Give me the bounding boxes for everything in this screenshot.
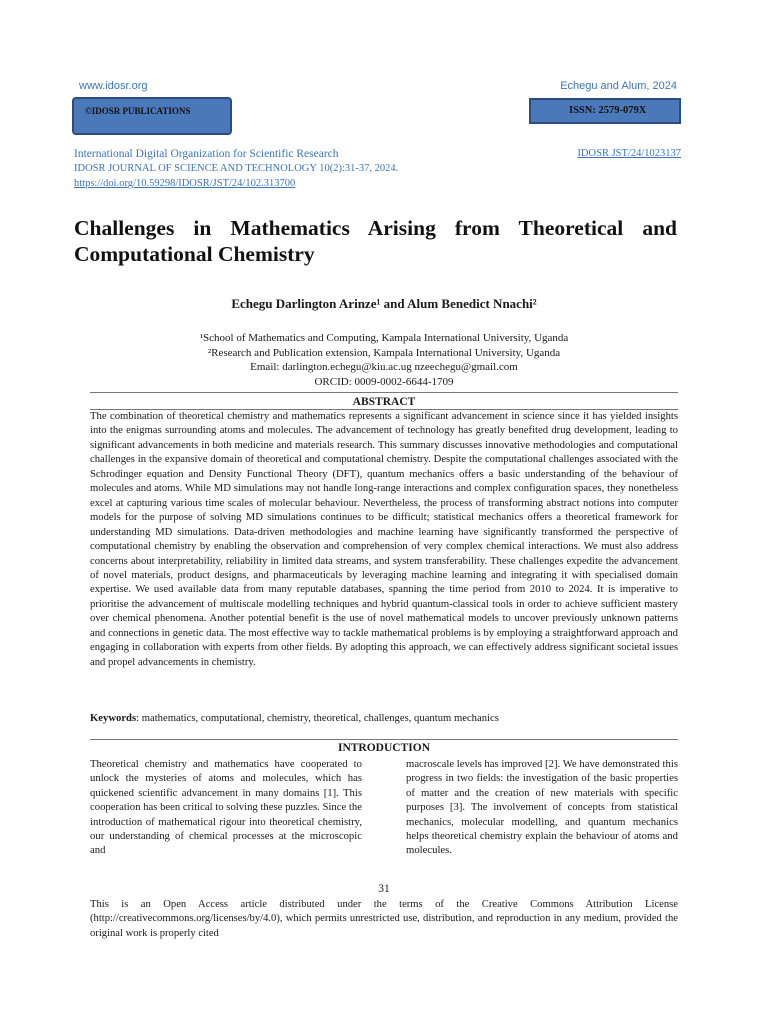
introduction-divider <box>90 739 678 740</box>
email-line[interactable]: Email: darlington.echegu@kiu.ac.ug nzeechegu@gmail.com <box>250 361 518 373</box>
license-notice: This is an Open Access article distributed under the terms of the Creative Commons Attribution License (http://creativecommons.org/licenses/by/4.0), which permits unrestricted use, distribution, and reproduction in any medium, provided the original work is properly cited <box>90 899 678 939</box>
keywords-label: Keywords <box>90 713 137 724</box>
introduction-column-left: Theoretical chemistry and mathematics have cooperated to unlock the mysteries of atoms and molecules, which has quickened scientific advancement in many domains [1]. This cooperation has been critical to solving these puzzles. Since the introduction of mathematical rigour into theoretical chemistry, our understanding of chemical processes at the microscopic and <box>90 758 362 857</box>
keywords-line <box>90 713 678 724</box>
abstract-heading: ABSTRACT <box>352 396 416 408</box>
affiliation-2: ²Research and Publication extension, Kampala International University, Uganda <box>207 346 561 359</box>
site-url-link[interactable]: www.idosr.org <box>79 80 148 92</box>
page-number: 31 <box>378 883 390 895</box>
keywords-list: : mathematics, computational, chemistry, theoretical, challenges, quantum mechanics <box>136 713 499 724</box>
article-id-link[interactable]: IDOSR JST/24/1023137 <box>577 148 681 159</box>
author-line: Echegu Darlington Arinze¹ and Alum Benedict Nnachi² <box>231 296 537 311</box>
article-title: Challenges in Mathematics Arising from Theoretical and Computational Chemistry <box>74 216 677 266</box>
org-name-link[interactable]: International Digital Organization for Scientific Research <box>74 148 339 160</box>
introduction-heading: INTRODUCTION <box>337 742 430 754</box>
issn-box: ISSN: 2579-079X <box>529 98 681 124</box>
affiliation-block <box>74 331 694 389</box>
publisher-box: ©IDOSR PUBLICATIONS <box>72 97 232 135</box>
journal-citation: IDOSR JOURNAL OF SCIENCE AND TECHNOLOGY 10(2):31-37, 2024. <box>74 163 399 174</box>
orcid-line: ORCID: 0009-0002-6644-1709 <box>314 375 454 388</box>
running-head: Echegu and Alum, 2024 <box>560 80 677 92</box>
doi-link[interactable]: https://doi.org/10.59298/IDOSR/JST/24/102.313700 <box>74 178 296 189</box>
affiliation-1: ¹School of Mathematics and Computing, Kampala International University, Uganda <box>199 332 569 344</box>
abstract-body: The combination of theoretical chemistry and mathematics represents a significant advancement in science since it has yielded insights into the enigmas surrounding atoms and molecules. The advancement of technology has greatly benefited drug development, leading to significant advancements in both medicine and materials research. This summary discusses innovative methodologies and computational challenges in the expansive domain of theoretical and computational chemistry. Despite the computational challenges associated with the Schrodinger equation and Density Functional Theory (DFT), quantum mechanics offers a basic understanding of the behaviour of molecules and atoms. While MD simulations may not handle long-range interactions and complex configuration spaces, they nonetheless excel at capturing various time scales of molecular behaviour. Nevertheless, the process of transforming abstract notions into computer models for the purpose of solving MD simulations continues to be difficult; statistical mechanics offers a theoretical framework for understanding MD simulations. Data-driven methodologies and machine learning have significantly transformed the perspective of computational chemistry by enabling the observation and comprehension of very complex chemical interactions. We must also address concerns about interpretability, reliability in limited data streams, and system transferability. These challenges expedite the advancement of novel materials, product designs, and pharmaceuticals by leveraging machine learning and integrating it with specialised domain expertise. We used available data from many reputable databases, spanning the time period from 2010 to 2024. It is imperative to prioritise the advancement of multiscale modelling techniques and hybrid quantum-classical tools in order to achieve sufficient mastery over chemical phenomena. Another potential benefit is the use of novel mathematical models to uncover previously unknown patterns and connections in genetic data. The most effective way to tackle mathematical problems is by employing a straightforward approach and engaging in collaboration with experts from other fields. By adopting this approach, we can effectively address significant societal issues and propel advancements in chemistry. <box>90 411 678 668</box>
abstract-top-divider <box>90 392 678 393</box>
introduction-column-right: macroscale levels has improved [2]. We have demonstrated this progress in two fields: the investigation of the basic properties of matter and the creation of new materials with specific purposes [3]. The involvement of concepts from statistical mechanics, molecular modelling, and quantum mechanics helps theoretical chemistry explain the behaviour of atoms and molecules. <box>406 758 678 857</box>
